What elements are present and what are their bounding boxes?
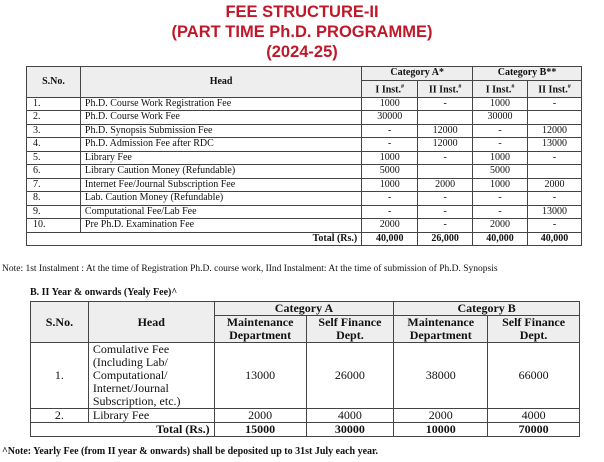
row-head: Ph.D. Course Work Registration Fee xyxy=(80,97,361,111)
row-b-inst1: - xyxy=(473,124,528,138)
col-head: Head xyxy=(80,67,361,98)
total2-a-self: 30000 xyxy=(306,423,394,437)
row-b-inst1: 1000 xyxy=(473,97,528,111)
table2-total-row xyxy=(31,423,580,437)
yearly-fee-note: ^Note: Yearly Fee (from II year & onwards) shall be deposited up to 31st July each year. xyxy=(2,446,379,457)
row2-a-self: 4000 xyxy=(306,409,394,423)
col2-b-maint: Maintenance Department xyxy=(394,316,488,343)
total2-b-self: 70000 xyxy=(488,423,580,437)
col-a-inst2: II Inst.# xyxy=(418,81,473,98)
row-sno: 1. xyxy=(27,97,81,111)
row-sno: 9. xyxy=(27,205,81,219)
row-sno: 6. xyxy=(27,165,81,179)
table-row xyxy=(27,219,582,233)
row-head: Lab. Caution Money (Refundable) xyxy=(80,192,361,206)
col-sno: S.No. xyxy=(27,67,81,98)
row-b-inst2: - xyxy=(528,192,582,206)
col-a-inst1: I Inst.# xyxy=(362,81,418,98)
row2-head: Comulative Fee (Including Lab/ Computational/ Internet/Journal Subscription, etc.) xyxy=(88,343,214,409)
row-a-inst2 xyxy=(418,111,473,125)
table-row xyxy=(27,178,582,192)
row-a-inst2: - xyxy=(418,97,473,111)
row-sno: 7. xyxy=(27,178,81,192)
total2-b-maint: 10000 xyxy=(394,423,488,437)
total2-label: Total (Rs.) xyxy=(31,423,215,437)
row-head: Internet Fee/Journal Subscription Fee xyxy=(80,178,361,192)
row-b-inst2: 13000 xyxy=(528,138,582,152)
row2-a-maint: 13000 xyxy=(214,343,306,409)
row2-sno: 2. xyxy=(31,409,89,423)
row-sno: 10. xyxy=(27,219,81,233)
row-head: Pre Ph.D. Examination Fee xyxy=(80,219,361,233)
row-head: Library Fee xyxy=(80,151,361,165)
section-b-heading: B. II Year & onwards (Yealy Fee)^ xyxy=(30,287,178,298)
row-b-inst2: - xyxy=(528,97,582,111)
total-b2: 40,000 xyxy=(528,232,582,246)
row-b-inst1: 1000 xyxy=(473,178,528,192)
row-a-inst1: - xyxy=(362,138,418,152)
row-b-inst2 xyxy=(528,165,582,179)
row-a-inst1: - xyxy=(362,205,418,219)
total2-a-maint: 15000 xyxy=(214,423,306,437)
col-category-a: Category A* xyxy=(362,67,473,81)
total-a1: 40,000 xyxy=(362,232,418,246)
row-a-inst2: 2000 xyxy=(418,178,473,192)
row-b-inst1: 2000 xyxy=(473,219,528,233)
col2-category-b: Category B xyxy=(394,302,580,316)
col-b-inst2: II Inst.# xyxy=(528,81,582,98)
table2-row xyxy=(31,409,580,423)
row-a-inst1: - xyxy=(362,124,418,138)
row-a-inst1: 1000 xyxy=(362,97,418,111)
row-a-inst2: - xyxy=(418,219,473,233)
row-b-inst1: 30000 xyxy=(473,111,528,125)
row-head: Ph.D. Admission Fee after RDC xyxy=(80,138,361,152)
table-row xyxy=(27,111,582,125)
col2-sno: S.No. xyxy=(31,302,89,343)
instalment-note: Note: 1st Instalment : At the time of Registration Ph.D. course work, IInd Instalment: At the time of submission of Ph.D. Synopsis xyxy=(2,264,498,274)
row-head: Ph.D. Synopsis Submission Fee xyxy=(80,124,361,138)
fee-table-first-year xyxy=(26,66,582,246)
total-b1: 40,000 xyxy=(473,232,528,246)
row-b-inst2: - xyxy=(528,219,582,233)
row-a-inst2: - xyxy=(418,205,473,219)
row2-a-maint: 2000 xyxy=(214,409,306,423)
row2-b-maint: 38000 xyxy=(394,343,488,409)
fee-table-second-year xyxy=(30,301,580,437)
row-b-inst1: 5000 xyxy=(473,165,528,179)
table-row xyxy=(27,124,582,138)
table2-row xyxy=(31,343,580,409)
row-a-inst1: 5000 xyxy=(362,165,418,179)
row-b-inst1: - xyxy=(473,138,528,152)
table-row xyxy=(27,97,582,111)
table-row xyxy=(27,205,582,219)
row-a-inst2: 12000 xyxy=(418,138,473,152)
row-a-inst2: - xyxy=(418,151,473,165)
row-b-inst2 xyxy=(528,111,582,125)
row2-b-self: 4000 xyxy=(488,409,580,423)
row2-b-self: 66000 xyxy=(488,343,580,409)
title-programme: (PART TIME Ph.D. PROGRAMME) xyxy=(171,23,433,41)
row-a-inst2: 12000 xyxy=(418,124,473,138)
row-sno: 2. xyxy=(27,111,81,125)
table-row xyxy=(27,151,582,165)
title-year: (2024-25) xyxy=(266,43,338,61)
row-b-inst2: - xyxy=(528,151,582,165)
row-a-inst2 xyxy=(418,165,473,179)
col2-head: Head xyxy=(88,302,214,343)
table-total-row xyxy=(27,232,582,246)
row-b-inst1: 1000 xyxy=(473,151,528,165)
row-b-inst1: - xyxy=(473,192,528,206)
col2-a-self: Self Finance Dept. xyxy=(306,316,394,343)
row-b-inst1: - xyxy=(473,205,528,219)
row2-head: Library Fee xyxy=(88,409,214,423)
row2-b-maint: 2000 xyxy=(394,409,488,423)
col2-category-a: Category A xyxy=(214,302,394,316)
row-b-inst2: 2000 xyxy=(528,178,582,192)
row-a-inst1: 2000 xyxy=(362,219,418,233)
col2-a-maint: Maintenance Department xyxy=(214,316,306,343)
row-head: Ph.D. Course Work Fee xyxy=(80,111,361,125)
row2-a-self: 26000 xyxy=(306,343,394,409)
row-sno: 4. xyxy=(27,138,81,152)
row-a-inst1: - xyxy=(362,192,418,206)
table-row xyxy=(27,165,582,179)
col-b-inst1: I Inst.# xyxy=(473,81,528,98)
row-sno: 8. xyxy=(27,192,81,206)
row-head: Library Caution Money (Refundable) xyxy=(80,165,361,179)
row-head: Computational Fee/Lab Fee xyxy=(80,205,361,219)
row-b-inst2: 13000 xyxy=(528,205,582,219)
table-row xyxy=(27,192,582,206)
page-titles xyxy=(0,0,604,62)
row2-sno: 1. xyxy=(31,343,89,409)
row-sno: 3. xyxy=(27,124,81,138)
title-fee-structure: FEE STRUCTURE-II xyxy=(225,3,379,21)
row-a-inst1: 30000 xyxy=(362,111,418,125)
row-b-inst2: 12000 xyxy=(528,124,582,138)
total-label: Total (Rs.) xyxy=(27,232,362,246)
row-a-inst2: - xyxy=(418,192,473,206)
row-a-inst1: 1000 xyxy=(362,178,418,192)
total-a2: 26,000 xyxy=(418,232,473,246)
col2-b-self: Self Finance Dept. xyxy=(488,316,580,343)
col-category-b: Category B** xyxy=(473,67,582,81)
row-sno: 5. xyxy=(27,151,81,165)
table-row xyxy=(27,138,582,152)
row-a-inst1: 1000 xyxy=(362,151,418,165)
